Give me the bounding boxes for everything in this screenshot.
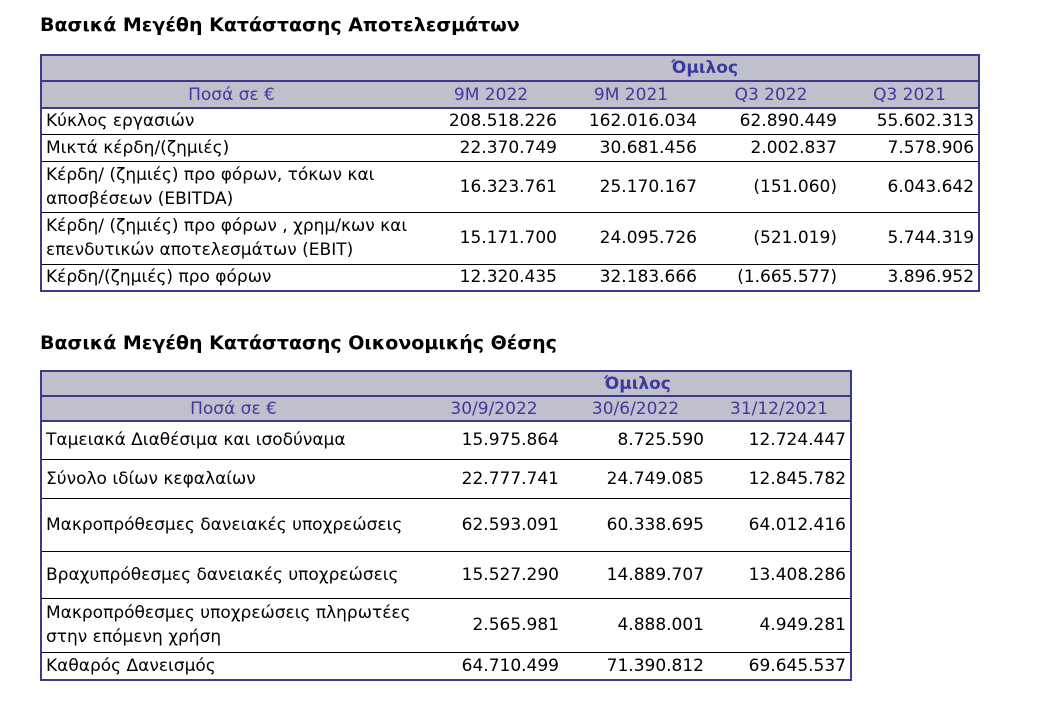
table-row (41, 108, 979, 134)
results-title: Βασικά Μεγέθη Κατάστασης Αποτελεσμάτων (40, 14, 520, 36)
cell-value: (151.060) (753, 176, 837, 197)
cell-value: 30.681.456 (599, 137, 697, 158)
results-header-amount: Ποσά σε € (41, 81, 421, 108)
cell-value: 162.016.034 (588, 111, 697, 132)
table-row (41, 264, 979, 291)
table-row (41, 161, 979, 212)
cell-value: 8.725.590 (617, 430, 704, 451)
position-header-30-6-2022: 30/6/2022 (563, 396, 708, 421)
cell-value: 7.578.906 (887, 137, 975, 158)
cell-value: 6.043.642 (887, 176, 975, 197)
cell-value: (1.665.577) (737, 267, 837, 288)
results-header-q32022: Q3 2022 (701, 81, 841, 108)
table-row (41, 212, 979, 264)
table-row (41, 459, 851, 498)
cell-value: 12.845.782 (748, 468, 846, 489)
cell-value: 4.888.001 (617, 615, 704, 635)
cell-value: 5.744.319 (887, 228, 975, 248)
row-label: Καθαρός Δανεισμός (46, 655, 216, 676)
table-row (41, 652, 851, 680)
position-column-headers (41, 396, 851, 421)
cell-value: 24.095.726 (599, 228, 697, 248)
row-label: Βραχυπρόθεσμες δανειακές υποχρεώσεις (46, 564, 399, 585)
cell-value: 55.602.313 (876, 111, 975, 132)
cell-value: 62.593.091 (461, 514, 559, 535)
position-table (40, 370, 852, 681)
cell-value: 60.338.695 (606, 514, 704, 535)
cell-value: 62.890.449 (739, 111, 837, 132)
table-row (41, 598, 851, 652)
cell-value: 22.370.749 (459, 137, 557, 158)
table-row (41, 421, 851, 459)
cell-value: 14.889.707 (606, 564, 704, 585)
cell-value: 16.323.761 (459, 176, 557, 197)
position-header-amount: Ποσά σε € (41, 396, 425, 421)
row-label: Κύκλος εργασιών (46, 111, 195, 132)
cell-value: 12.320.435 (459, 267, 557, 288)
cell-value: 12.724.447 (748, 430, 846, 451)
table-row (41, 498, 851, 551)
cell-value: 208.518.226 (448, 111, 557, 132)
row-label: Κέρδη/ (ζημιές) προ φόρων, τόκων και αποσβέσεων (EBITDA) (46, 164, 375, 209)
cell-value: 4.949.281 (759, 615, 846, 635)
row-label: Κέρδη/(ζημιές) προ φόρων (46, 267, 272, 288)
cell-value: 25.170.167 (599, 176, 697, 197)
results-group-header: Όμιλος (421, 55, 979, 81)
cell-value: 32.183.666 (599, 267, 697, 288)
cell-value: 15.171.700 (459, 228, 557, 248)
position-header-31-12-2021: 31/12/2021 (708, 396, 851, 421)
row-label: Κέρδη/ (ζημιές) προ φόρων , χρημ/κων και επενδυτικών αποτελεσμάτων (EBIT) (46, 216, 408, 260)
row-label: Μακροπρόθεσμες υποχρεώσεις πληρωτέες στην επόμενη χρήση (46, 603, 411, 647)
position-group-header: Όμιλος (425, 371, 851, 396)
cell-value: 2.002.837 (750, 137, 837, 158)
cell-value: 71.390.812 (606, 655, 704, 676)
results-header-q32021: Q3 2021 (841, 81, 979, 108)
table-row (41, 134, 979, 161)
cell-value: 64.012.416 (748, 514, 846, 535)
cell-value: 24.749.085 (606, 468, 704, 489)
position-group-row (41, 371, 851, 396)
table-row (41, 551, 851, 598)
cell-value: 64.710.499 (461, 655, 559, 676)
cell-value: (521.019) (753, 228, 837, 248)
cell-value: 22.777.741 (461, 468, 559, 489)
position-header-30-9-2022: 30/9/2022 (425, 396, 563, 421)
cell-value: 3.896.952 (887, 267, 975, 288)
row-label: Μικτά κέρδη/(ζημιές) (46, 137, 230, 158)
cell-value: 2.565.981 (472, 615, 559, 635)
results-header-9m2021: 9M 2021 (561, 81, 701, 108)
row-label: Σύνολο ιδίων κεφαλαίων (46, 468, 256, 489)
results-group-row (41, 55, 979, 81)
cell-value: 69.645.537 (748, 655, 846, 676)
row-label: Ταμειακά Διαθέσιμα και ισοδύναμα (46, 430, 346, 451)
cell-value: 15.527.290 (461, 564, 559, 585)
row-label: Μακροπρόθεσμες δανειακές υποχρεώσεις (46, 514, 403, 535)
results-table (40, 54, 980, 292)
results-header-9m2022: 9M 2022 (421, 81, 561, 108)
cell-value: 15.975.864 (461, 430, 559, 451)
position-title: Βασικά Μεγέθη Κατάστασης Οικονομικής Θέσης (40, 332, 557, 354)
results-column-headers (41, 81, 979, 108)
cell-value: 13.408.286 (748, 564, 846, 585)
